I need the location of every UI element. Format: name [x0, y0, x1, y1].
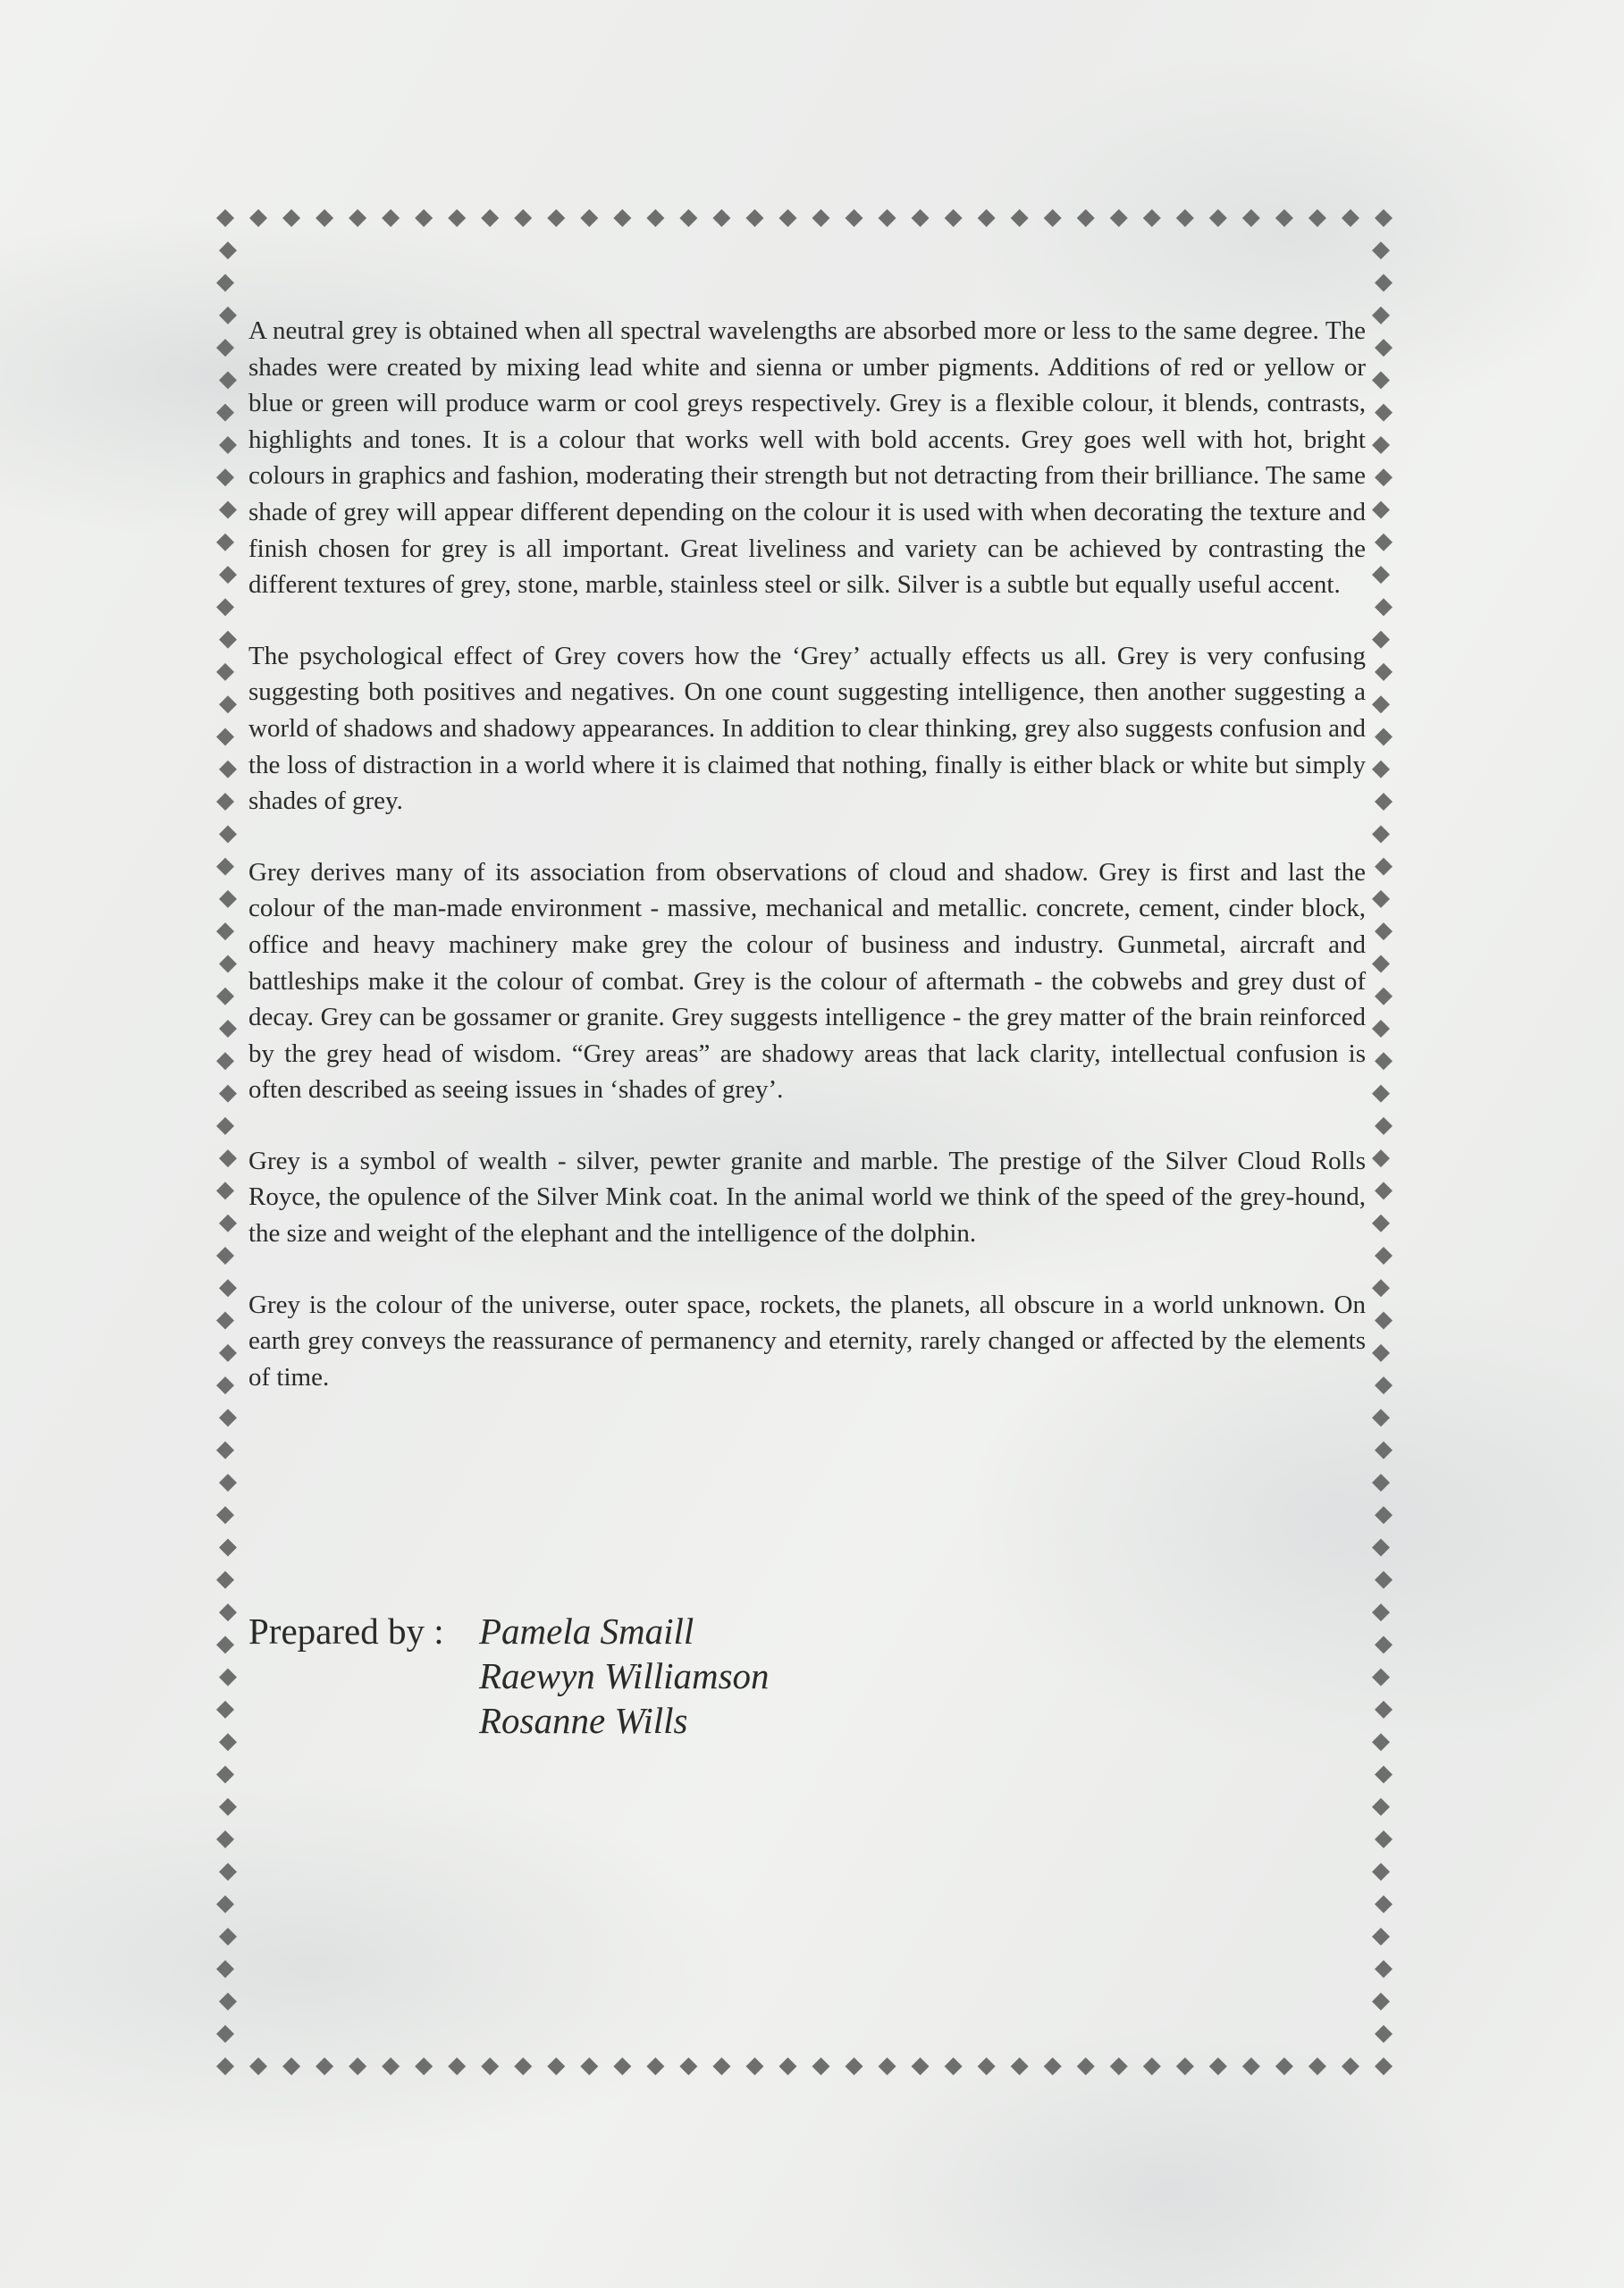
diamond-icon: [216, 274, 234, 292]
diamond-icon: [1375, 598, 1393, 616]
diamond-icon: [812, 2057, 830, 2075]
diamond-icon: [216, 1442, 234, 1459]
diamond-icon: [219, 1539, 237, 1557]
diamond-icon: [219, 1279, 237, 1297]
paragraph-psychological-effect: The psychological effect of Grey covers how the ‘Grey’ actually effects us all. Grey is very confusing suggesting both positives and negatives. On one count suggesting intelligence, then another suggesting a world of shadows and shadowy appearances. In addition to clear thinking, grey also suggests confusion and the loss of distraction in a world where it is claimed that nothing, finally is either black or white but simply shades of grey.: [248, 641, 1366, 816]
diamond-icon: [1176, 2057, 1194, 2075]
diamond-icon: [1372, 1215, 1390, 1232]
diamond-icon: [1372, 695, 1390, 713]
diamond-icon: [1044, 2057, 1062, 2075]
diamond-icon: [216, 1376, 234, 1394]
diamond-icon: [219, 1474, 237, 1492]
diamond-icon: [216, 1312, 234, 1330]
diamond-icon: [613, 2057, 631, 2075]
diamond-icon: [912, 209, 930, 227]
diamond-icon: [1372, 1474, 1390, 1492]
diamond-icon: [1209, 2057, 1227, 2075]
paragraph-universe: Grey is the colour of the universe, outer space, rockets, the planets, all obscure in a world unknown. On earth grey conveys the reassurance of permanency and eternity, rarely changed or affected by the elements of time.: [248, 1290, 1366, 1392]
diamond-icon: [216, 468, 234, 486]
diamond-icon: [1372, 371, 1390, 389]
diamond-icon: [219, 1669, 237, 1687]
diamond-icon: [216, 1052, 234, 1070]
diamond-icon: [1372, 631, 1390, 649]
diamond-icon: [1375, 1052, 1393, 1070]
paragraph-neutral-grey: A neutral grey is obtained when all spectral wavelengths are absorbed more or less to the same degree. The shades were created by mixing lead white and sienna or umber pigments. Additions of red or yellow or blue or green will produce warm or cool greys respectively. Grey is a flexible colour, it blends, contrasts, highlights and tones. It is a colour that works well with bold accents. Grey goes well with hot, bright colours in graphics and fashion, moderating their strength but not detracting from their brilliance. The same shade of grey will appear different depending on the colour it is used with when decorating the texture and finish chosen for grey is all important. Great liveliness and variety can be achieved by contrasting the different textures of grey, stone, marble, stainless steel or silk. Silver is a subtle but equally useful accent.: [248, 316, 1366, 600]
diamond-icon: [547, 209, 565, 227]
diamond-icon: [646, 2057, 664, 2075]
diamond-icon: [514, 209, 532, 227]
diamond-icon: [316, 209, 333, 227]
diamond-icon: [1375, 2025, 1393, 2043]
diamond-icon: [219, 695, 237, 713]
diamond-icon: [1375, 1442, 1393, 1459]
diamond-icon: [1372, 1992, 1390, 2010]
diamond-icon: [580, 209, 598, 227]
diamond-icon: [812, 209, 830, 227]
diamond-icon: [216, 339, 234, 357]
diamond-icon: [282, 2057, 300, 2075]
diamond-icon: [316, 2057, 333, 2075]
diamond-icon: [1375, 728, 1393, 745]
diamond-icon: [1375, 793, 1393, 811]
author-name: Rosanne Wills: [479, 1700, 688, 1741]
body-text: [248, 313, 1366, 1430]
diamond-icon: [219, 761, 237, 778]
diamond-icon: [1375, 988, 1393, 1005]
diamond-icon: [415, 209, 433, 227]
diamond-icon: [448, 2057, 466, 2075]
diamond-icon: [219, 825, 237, 843]
diamond-icon: [1372, 1928, 1390, 1946]
diamond-icon: [1372, 1733, 1390, 1751]
diamond-icon: [1342, 209, 1359, 227]
diamond-icon: [1209, 209, 1227, 227]
diamond-icon: [382, 2057, 400, 2075]
diamond-icon: [613, 209, 631, 227]
diamond-icon: [1375, 404, 1393, 422]
diamond-icon: [679, 2057, 697, 2075]
diamond-icon: [216, 1506, 234, 1524]
diamond-icon: [879, 2057, 896, 2075]
diamond-icon: [481, 209, 499, 227]
diamond-icon: [216, 728, 234, 745]
diamond-icon: [216, 404, 234, 422]
diamond-icon: [219, 566, 237, 584]
diamond-icon: [1375, 534, 1393, 551]
diamond-icon: [216, 209, 234, 227]
author-name: Raewyn Williamson: [479, 1655, 770, 1696]
diamond-icon: [219, 955, 237, 972]
diamond-icon: [1375, 1960, 1393, 1978]
diamond-icon: [216, 598, 234, 616]
diamond-icon: [216, 988, 234, 1005]
author-list: [479, 1609, 770, 1743]
diamond-icon: [216, 1830, 234, 1848]
diamond-icon: [1372, 890, 1390, 908]
diamond-icon: [382, 209, 400, 227]
diamond-icon: [219, 1215, 237, 1232]
diamond-icon: [1143, 209, 1161, 227]
diamond-icon: [1375, 1182, 1393, 1199]
diamond-icon: [219, 1733, 237, 1751]
diamond-icon: [216, 1636, 234, 1653]
diamond-icon: [481, 2057, 499, 2075]
author-name: Pamela Smaill: [479, 1611, 694, 1652]
diamond-icon: [219, 241, 237, 259]
diamond-icon: [1372, 1539, 1390, 1557]
paragraph-wealth: Grey is a symbol of wealth - silver, pewter granite and marble. The prestige of the Silver Cloud Rolls Royce, the opulence of the Silver Mink coat. In the animal world we think of the speed of the grey-hound, the size and weight of the elephant and the intelligence of the dolphin.: [248, 1146, 1366, 1249]
prepared-by-label: Prepared by :: [248, 1611, 444, 1652]
diamond-icon: [912, 2057, 930, 2075]
diamond-icon: [1375, 1506, 1393, 1524]
diamond-icon: [349, 2057, 366, 2075]
diamond-icon: [219, 436, 237, 454]
diamond-icon: [1372, 1085, 1390, 1103]
diamond-icon: [1372, 307, 1390, 324]
diamond-icon: [1077, 209, 1095, 227]
diamond-icon: [219, 1409, 237, 1426]
diamond-icon: [646, 209, 664, 227]
diamond-icon: [1372, 1020, 1390, 1038]
diamond-icon: [1143, 2057, 1161, 2075]
diamond-icon: [1375, 1571, 1393, 1589]
diamond-icon: [1372, 1344, 1390, 1362]
diamond-icon: [1375, 1896, 1393, 1914]
prepared-by-block: [248, 1609, 770, 1743]
diamond-icon: [1375, 1117, 1393, 1135]
diamond-icon: [219, 1149, 237, 1167]
diamond-icon: [415, 2057, 433, 2075]
diamond-icon: [778, 209, 796, 227]
diamond-icon: [1011, 2057, 1029, 2075]
diamond-icon: [679, 209, 697, 227]
diamond-icon: [1375, 1830, 1393, 1848]
diamond-icon: [514, 2057, 532, 2075]
diamond-icon: [1372, 1603, 1390, 1621]
diamond-icon: [1176, 209, 1194, 227]
diamond-icon: [216, 1571, 234, 1589]
diamond-icon: [216, 1960, 234, 1978]
diamond-icon: [1375, 663, 1393, 681]
diamond-icon: [1372, 955, 1390, 972]
diamond-icon: [216, 663, 234, 681]
diamond-icon: [745, 209, 763, 227]
diamond-icon: [219, 890, 237, 908]
paragraph-associations: Grey derives many of its association from observations of cloud and shadow. Grey is first and last the colour of the man-made environment - massive, mechanical and metallic. concrete, cement, cinder block, office and heavy machinery make grey the colour of business and industry. Gunmetal, aircraft and battleships make it the colour of combat. Grey is the colour of aftermath - the cobwebs and grey dust of decay. Grey can be gossamer or granite. Grey suggests intelligence - the grey matter of the brain reinforced by the grey head of wisdom. “Grey areas” are shadowy areas that lack clarity, intellectual confusion is often described as seeing issues in ‘shades of grey’.: [248, 857, 1366, 1105]
diamond-icon: [1375, 209, 1393, 227]
diamond-icon: [945, 209, 963, 227]
diamond-icon: [1011, 209, 1029, 227]
diamond-icon: [282, 209, 300, 227]
diamond-icon: [216, 793, 234, 811]
diamond-icon: [1372, 1798, 1390, 1816]
diamond-icon: [1372, 436, 1390, 454]
diamond-icon: [1275, 2057, 1293, 2075]
diamond-icon: [1275, 209, 1293, 227]
diamond-icon: [580, 2057, 598, 2075]
diamond-icon: [216, 2025, 234, 2043]
diamond-icon: [448, 209, 466, 227]
diamond-icon: [216, 1896, 234, 1914]
diamond-icon: [1372, 501, 1390, 519]
diamond-icon: [1308, 2057, 1326, 2075]
diamond-icon: [1375, 1765, 1393, 1783]
diamond-icon: [216, 534, 234, 551]
diamond-icon: [1375, 2057, 1393, 2075]
diamond-icon: [219, 307, 237, 324]
diamond-icon: [745, 2057, 763, 2075]
diamond-icon: [219, 1020, 237, 1038]
diamond-icon: [1372, 825, 1390, 843]
diamond-icon: [1372, 1279, 1390, 1297]
diamond-icon: [216, 1182, 234, 1199]
diamond-icon: [219, 631, 237, 649]
diamond-icon: [1375, 922, 1393, 940]
diamond-icon: [219, 1085, 237, 1103]
diamond-icon: [1372, 1669, 1390, 1687]
diamond-icon: [219, 501, 237, 519]
diamond-icon: [219, 1928, 237, 1946]
diamond-icon: [219, 1863, 237, 1880]
diamond-icon: [1375, 274, 1393, 292]
diamond-icon: [216, 1701, 234, 1719]
diamond-icon: [978, 2057, 996, 2075]
diamond-icon: [1375, 1312, 1393, 1330]
diamond-icon: [1372, 1863, 1390, 1880]
diamond-icon: [1242, 2057, 1260, 2075]
diamond-icon: [1375, 1376, 1393, 1394]
diamond-icon: [1375, 1636, 1393, 1653]
diamond-icon: [219, 1798, 237, 1816]
diamond-icon: [1110, 209, 1128, 227]
diamond-icon: [1372, 241, 1390, 259]
diamond-icon: [216, 1247, 234, 1265]
diamond-icon: [1372, 1409, 1390, 1426]
diamond-icon: [219, 1344, 237, 1362]
diamond-icon: [1375, 468, 1393, 486]
diamond-icon: [846, 209, 863, 227]
diamond-icon: [1372, 566, 1390, 584]
diamond-icon: [219, 371, 237, 389]
diamond-icon: [846, 2057, 863, 2075]
diamond-icon: [1044, 209, 1062, 227]
diamond-icon: [219, 1603, 237, 1621]
diamond-icon: [1372, 1149, 1390, 1167]
diamond-icon: [1375, 1247, 1393, 1265]
diamond-icon: [216, 1117, 234, 1135]
diamond-icon: [879, 209, 896, 227]
diamond-icon: [249, 209, 267, 227]
diamond-icon: [216, 858, 234, 876]
diamond-icon: [1077, 2057, 1095, 2075]
diamond-icon: [216, 2057, 234, 2075]
diamond-icon: [1308, 209, 1326, 227]
diamond-icon: [1375, 1701, 1393, 1719]
diamond-icon: [219, 1992, 237, 2010]
diamond-icon: [712, 2057, 730, 2075]
diamond-icon: [249, 2057, 267, 2075]
diamond-icon: [712, 209, 730, 227]
diamond-icon: [216, 1765, 234, 1783]
diamond-icon: [1242, 209, 1260, 227]
diamond-icon: [216, 922, 234, 940]
diamond-icon: [945, 2057, 963, 2075]
diamond-icon: [778, 2057, 796, 2075]
diamond-icon: [1375, 858, 1393, 876]
diamond-icon: [1375, 339, 1393, 357]
diamond-icon: [978, 209, 996, 227]
diamond-icon: [1372, 761, 1390, 778]
diamond-icon: [547, 2057, 565, 2075]
diamond-icon: [1342, 2057, 1359, 2075]
diamond-icon: [349, 209, 366, 227]
diamond-icon: [1110, 2057, 1128, 2075]
